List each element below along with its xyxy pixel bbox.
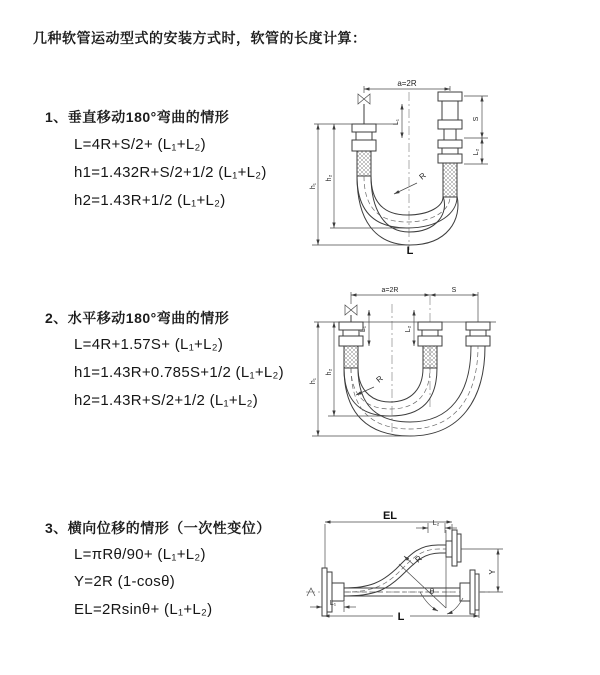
dim-label-s: S: [451, 287, 457, 294]
dim-label-l1: L₁: [360, 325, 367, 333]
dim-label-s: S: [473, 116, 480, 122]
valve-icon: [358, 94, 370, 104]
dim-label-h1: h₁: [310, 377, 317, 385]
dim-label-l1: L₁: [329, 600, 337, 607]
dim-label-l: L: [406, 245, 414, 257]
section-1-formula-L: L=4R+S/2+ (L₁+L₂): [74, 136, 206, 153]
diagram-vertical-180-bend: [306, 76, 598, 262]
section-1-formula-h1: h1=1.432R+S/2+1/2 (L₁+L₂): [74, 164, 267, 181]
diagram-lateral-displacement: [298, 508, 598, 638]
dim-label-l1: L₁: [393, 118, 400, 126]
dim-l1: [310, 600, 356, 612]
dim-l2: [405, 310, 414, 346]
section-1-formula-h2: h2=1.43R+1/2 (L₁+L₂): [74, 192, 226, 209]
section-2-formula-h1: h1=1.43R+0.785S+1/2 (L₁+L₂): [74, 364, 284, 381]
left-flange: [322, 568, 344, 616]
dim-label-l: L: [397, 611, 405, 623]
dim-label-r: R: [417, 170, 428, 182]
section-2-formula-L: L=4R+1.57S+ (L₁+L₂): [74, 336, 224, 353]
dim-label-h2: h₂: [326, 368, 333, 376]
braided-hose-section: [344, 346, 358, 368]
upper-flange: [446, 530, 461, 566]
dim-label-l2: L₂: [405, 325, 412, 333]
dim-label-l2: L₂: [432, 520, 440, 527]
dim-label-l2: L₂: [473, 148, 480, 156]
valve-icon: [345, 305, 357, 315]
dim-s: [430, 287, 478, 295]
section-3-formula-Y: Y=2R (1-cosθ): [74, 573, 176, 590]
dim-label-h1: h₁: [310, 182, 317, 190]
braided-hose-section: [357, 151, 371, 176]
right-flange: [460, 570, 479, 614]
dim-a2r: [364, 79, 450, 93]
section-3-formula-L: L=πRθ/90+ (L₁+L₂): [74, 546, 206, 563]
dim-label-r: R: [413, 553, 424, 565]
dim-label-a2r: a=2R: [381, 287, 399, 294]
section-3-heading: 3、横向位移的情形（一次性变位）: [45, 520, 271, 536]
braided-hose-section: [443, 163, 457, 197]
dim-label-el: EL: [382, 510, 398, 522]
right-pipe-assembly: [466, 322, 490, 346]
dim-s: [464, 96, 488, 164]
radius-leader: [394, 171, 428, 194]
braided-hose-section: [423, 346, 437, 368]
middle-pipe-assembly: [418, 322, 442, 368]
dim-l1: [393, 104, 402, 138]
dim-label-r: R: [374, 373, 385, 385]
dim-a2r: [351, 287, 478, 322]
dim-el: [325, 510, 452, 568]
dim-label-theta: θ: [429, 587, 435, 596]
radius-leader: [356, 374, 385, 395]
page-title: 几种软管运动型式的安装方式时，软管的长度计算：: [33, 30, 367, 46]
dim-l: [324, 600, 479, 623]
section-2-heading: 2、水平移动180°弯曲的情形: [45, 310, 230, 326]
diagram-horizontal-180-bend: [306, 282, 598, 450]
dim-label-a2r: a=2R: [397, 79, 417, 88]
dim-label-y: Y: [488, 569, 497, 575]
right-pipe-assembly: [438, 92, 462, 197]
left-pipe-assembly: [314, 94, 398, 176]
section-2-formula-h2: h2=1.43R+S/2+1/2 (L₁+L₂): [74, 392, 259, 409]
section-3-formula-EL: EL=2Rsinθ+ (L₁+L₂): [74, 601, 213, 618]
dim-label-h2: h₂: [326, 174, 333, 182]
left-pipe-assembly: [339, 305, 363, 368]
section-1-heading: 1、垂直移动180°弯曲的情形: [45, 109, 230, 125]
